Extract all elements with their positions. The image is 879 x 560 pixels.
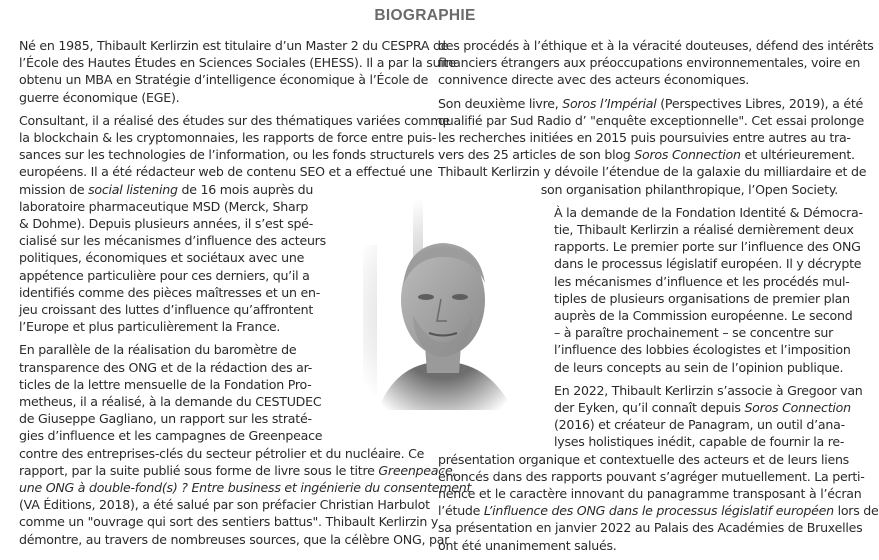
text-line: mission de [19,181,89,197]
text-line: connivence directe avec des acteurs économiques. [438,72,750,88]
right-column [438,37,879,560]
text-line: appétence particulière pour ces derniers, qu’il a [19,267,310,283]
text-line: Consultant, il a réalisé des études sur des thématiques variées comme [19,112,450,128]
paragraph-birth-education [19,37,456,106]
text-line: sa présentation en janvier 2022 au Palais des Académies de Bruxelles [438,520,863,536]
text-line: metheus, il a réalisé, à la demande du CESTUDEC [19,394,322,410]
text-line: En 2022, Thibault Kerlirzin s’associe à Gregoor van [554,382,863,398]
study-title: L’influence des ONG dans le processus législatif européen [483,503,834,519]
text-line: rapports. Le premier porte sur l’influence des ONG [554,239,861,255]
page-title: BIOGRAPHIE [374,7,476,24]
text-line: obtenu un MBA en Stratégie d’intelligence économique à l’École de [19,72,429,88]
paragraph-reports [438,204,863,376]
blog-title: Soros Connection [634,147,741,163]
text-line: présentation organique et contextuelle des acteurs et de leurs liens [438,451,849,467]
text-line: ont été unanimement salués. [438,537,617,553]
text-line: vers des 25 articles de son blog [438,147,635,163]
italic-term: social listening [88,181,178,197]
text-line: cialisé sur les mécanismes d’influence des acteurs [19,233,326,249]
book-title: Soros l’Impérial [562,95,657,111]
blog-title: Soros Connection [744,400,851,416]
text-line: tiples de plusieurs organisations de premier plan [554,290,850,306]
text-line: les recherches initiées en 2015 puis poursuivies entre autres au tra- [438,130,851,146]
text-line: de leurs concepts au sein de l’opinion publique. [554,359,844,375]
text-line: qualifié par Sud Radio d’ "enquête exceptionnelle". Cet essai prolonge [438,112,864,128]
text-line: ticles de la lettre mensuelle de la Fondation Pro- [19,376,312,392]
text-line: Né en 1985, Thibault Kerlirzin est titulaire d’un Master 2 du CESPRA de [19,38,449,53]
text-line: sances sur les technologies de l’information, ou les fonds structurels [19,147,435,163]
text-line: des procédés à l’éthique et à la véracité douteuses, défend des intérêts [438,38,874,53]
text-line: l’étude [438,503,484,519]
text-line: politiques, économiques et sociétaux avec une [19,250,305,266]
text-line: l’influence des lobbies écologistes et l’imposition [554,342,851,358]
text-line: & Dohme). Depuis plusieurs années, il s’est spé- [19,216,314,232]
text-line: énoncés dans des rapports pouvant s’agréger mutuellement. La perti- [438,468,865,484]
text-line: la blockchain & les cryptomonnaies, les rapports de force entre puis- [19,130,437,146]
text-line: l’École des Hautes Études en Sciences Sociales (EHESS). Il a par la suite [19,55,456,71]
text-line: financiers étrangers aux préoccupations environnementales, voire en [438,55,861,71]
text-line: l’Europe et plus particulièrement la France. [19,319,281,335]
text-line: rapport, par la suite publié sous forme de livre sous le titre [19,462,379,478]
text-line: auprès de la Commission européenne. Le second [554,308,853,324]
paragraph-soros [438,95,867,198]
text-line: comme un "ouvrage qui sort des sentiers battus". Thibault Kerlirzin y [19,514,439,530]
text-line: À la demande de la Fondation Identité & Démocra- [554,204,863,220]
text-line: tie, Thibault Kerlirzin a réalisé dernièrement deux [554,222,854,238]
text-line: et ultérieurement. [740,147,855,163]
text-line: identifiés comme des pièces maîtresses et un en- [19,284,321,300]
text-line: jeu croissant des luttes d’influence qu’affrontent [19,302,314,318]
paragraph-greenpeace-continued [438,37,874,89]
book-title: une ONG à double-fond(s) ? Entre business et ingénierie du consentement [19,480,472,496]
text-line: guerre économique (EGE). [19,89,180,105]
text-line: der Eyken, qu’il connaît depuis [554,400,745,416]
text-line: son organisation philanthropique, l’Open Society. [540,181,838,197]
text-line: de Giuseppe Gagliano, un rapport sur les straté- [19,411,312,427]
text-line: En parallèle de la réalisation du baromètre de [19,342,297,358]
text-line: lors de [833,503,879,519]
text-line: laboratoire pharmaceutique MSD (Merck, Sharp [19,198,309,214]
text-line: (Perspectives Libres, 2019), a été [656,95,864,111]
text-line: – à paraître prochainement – se concentre sur [554,325,834,341]
book-title: Greenpeace, [378,462,457,478]
text-line: Thibault Kerlirzin y dévoile l’étendue de la galaxie du milliardaire et de [438,164,867,180]
text-line: les mécanismes d’influence et les procédés mul- [554,273,850,289]
text-line: de 16 mois auprès du [177,181,314,197]
text-line: (VA Éditions, 2018), a été salué par son préfacier Christian Harbulot [19,497,430,513]
text-line: contre des entreprises-clés du secteur pétrolier et du nucléaire. Ce [19,445,425,461]
text-line: lyses holistiques inédit, capable de fournir la re- [554,434,845,450]
text-line: européens. Il a été rédacteur web de contenu SEO et a effectué une [19,164,433,180]
text-line: transparence des ONG et de la rédaction des ar- [19,359,313,375]
text-line: Son deuxième livre, [438,95,563,111]
text-line: dans le processus législatif européen. Il y décrypte [554,256,862,272]
text-line: démontre, au travers de nombreuses sources, que la célèbre ONG, par [19,531,450,547]
text-line: nence et le caractère innovant du panagramme transposant à l’écran [438,486,862,502]
paragraph-panagram [438,382,879,554]
text-line: gies d’influence et les campagnes de Greenpeace [19,428,323,444]
text-line: (2016) et créateur de Panagram, un outil d’ana- [554,417,845,433]
